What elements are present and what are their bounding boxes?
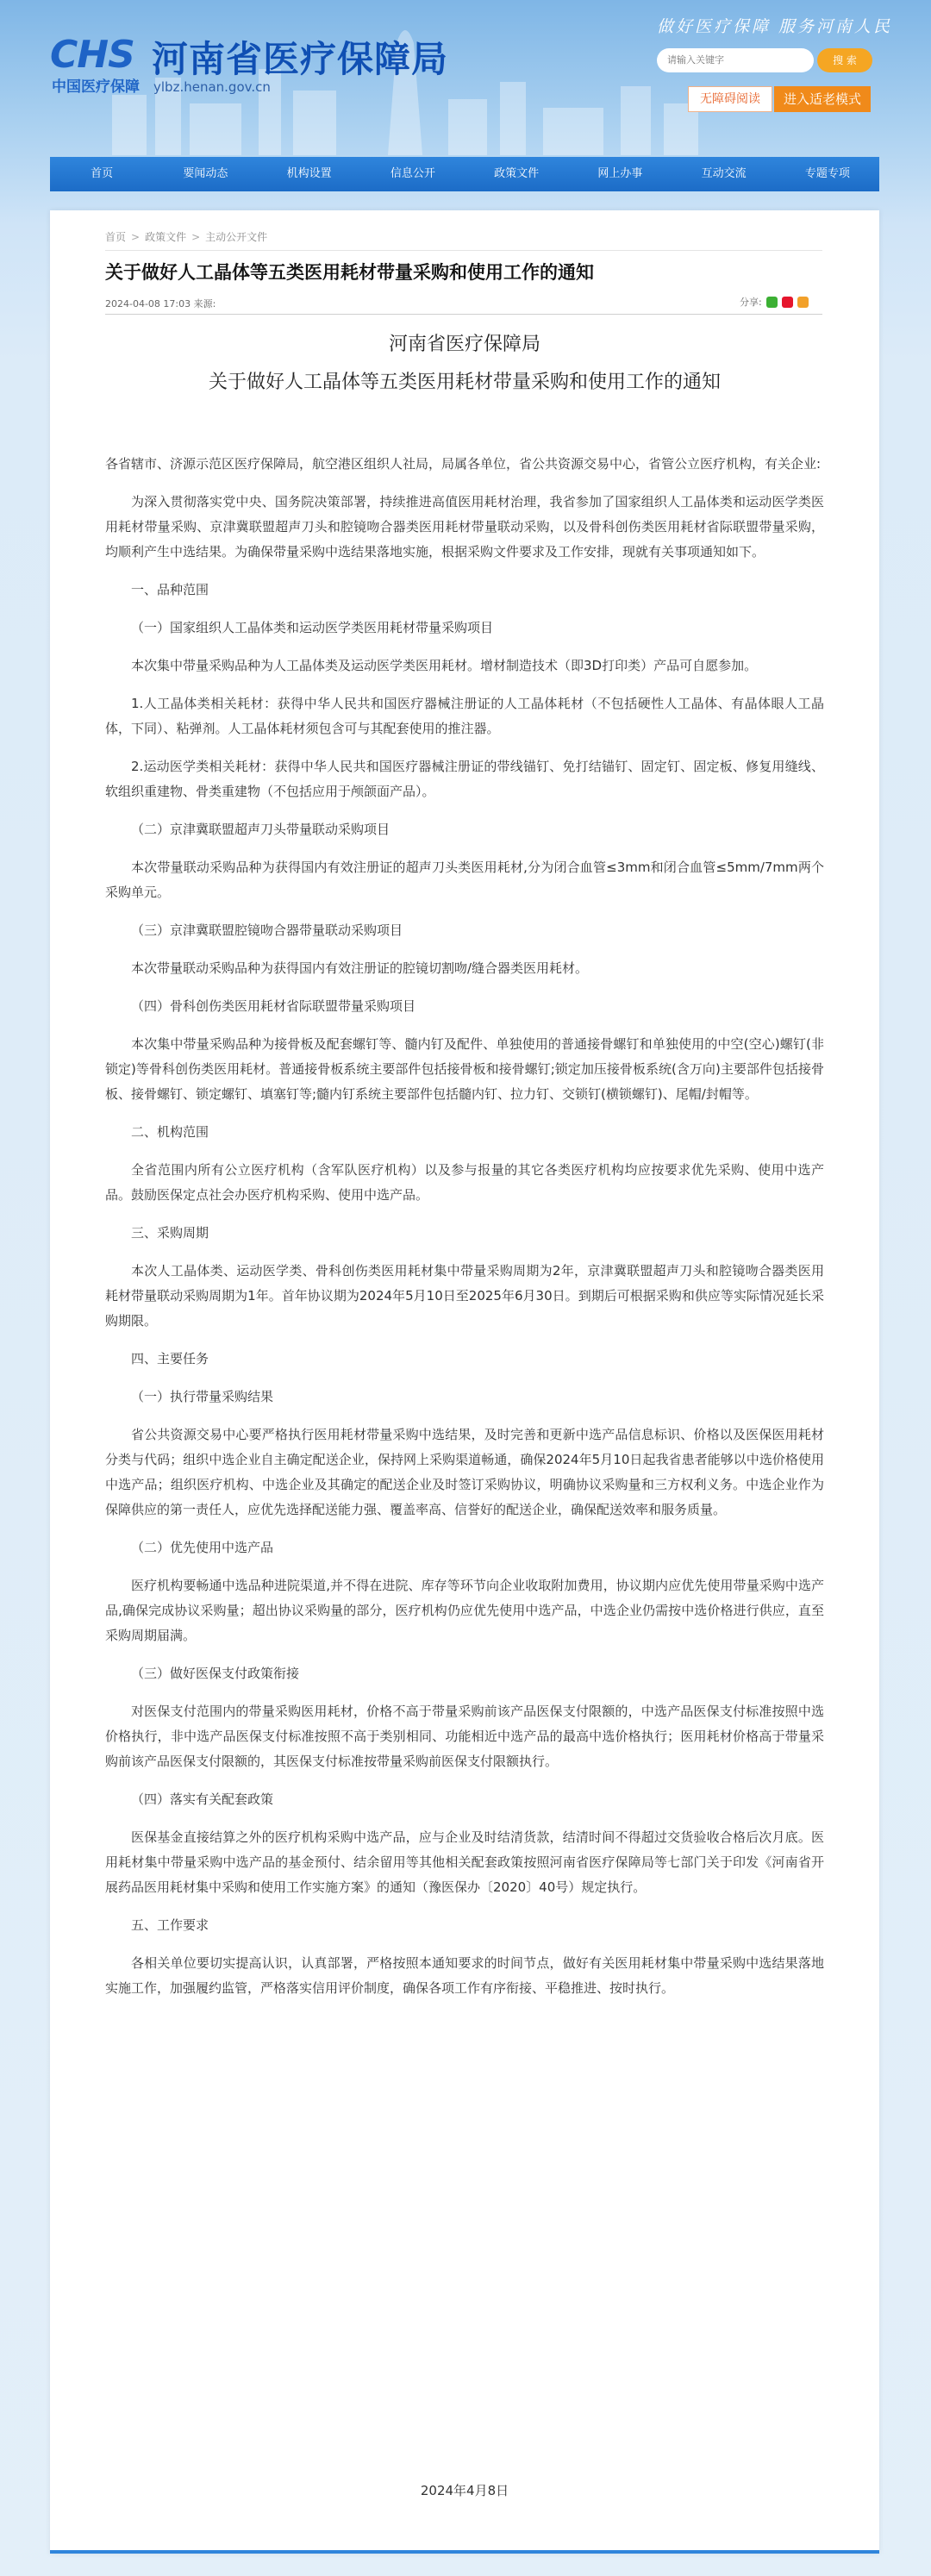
paragraph: 全省范围内所有公立医疗机构（含军队医疗机构）以及参与报量的其它各类医疗机构均应按要求优先采购、使用中选产品。鼓励医保定点社会办医疗机构采购、使用中选产品。 <box>105 1162 824 1203</box>
paragraph: 本次集中带量采购品种为接骨板及配套螺钉等、髓内钉及配件、单独使用的普通接骨螺钉和单独使用的中空(空心)螺钉(非锁定)等骨科创伤类医用耗材。普通接骨板系统主要部件包括接骨板和接骨螺钉;锁定加压接骨板系统(含万向)主要部件包括接骨板、接骨螺钉、锁定螺钉、填塞钉等;髓内钉系统主要部件包括髓内钉、拉力钉、交锁钉(横锁螺钉)、尾帽/封帽等。 <box>105 1036 824 1102</box>
share-label: 分享: <box>740 297 762 308</box>
wechat-share-icon[interactable] <box>766 297 778 308</box>
nav-item-online-service[interactable]: 网上办事 <box>597 167 643 180</box>
weibo-share-icon[interactable] <box>782 297 793 308</box>
breadcrumb-home[interactable]: 首页 <box>105 231 127 243</box>
site-header <box>0 0 931 155</box>
search-button[interactable]: 搜 索 <box>817 48 872 72</box>
paragraph: 对医保支付范围内的带量采购医用耗材，价格不高于带量采购前该产品医保支付限额的，中选产品医保支付标准按照中选价格执行，非中选产品医保支付标准按照不高于类别相同、功能相近中选产品的最高中选价格执行；医用耗材价格高于带量采购前该产品医保支付限额的，其医保支付标准按带量采购前医保支付限额执行。 <box>105 1704 824 1769</box>
slogan: 做好医疗保障 服务河南人民 <box>657 17 893 36</box>
breadcrumb <box>105 229 267 244</box>
paragraph: 本次集中带量采购品种为人工晶体类及运动医学类医用耗材。增材制造技术（即3D打印类）产品可自愿参加。 <box>131 658 758 673</box>
site-title[interactable]: 河南省医疗保障局 <box>152 38 449 80</box>
subsection-heading: （一）执行带量采购结果 <box>131 1389 274 1404</box>
paragraph: 各相关单位要切实提高认识，认真部署，严格按照本通知要求的时间节点，做好有关医用耗材集中带量采购中选结果落地实施工作，加强履约监管，严格落实信用评价制度，确保各项工作有序衔接、平稳推进、按时执行。 <box>105 1955 824 1996</box>
breadcrumb-separator-icon: > <box>131 230 141 243</box>
paragraph: 本次带量联动采购品种为获得国内有效注册证的腔镜切割吻/缝合器类医用耗材。 <box>131 960 589 976</box>
accessible-reading-button[interactable]: 无障碍阅读 <box>688 86 772 112</box>
article-title: 关于做好人工晶体等五类医用耗材带量采购和使用工作的通知 <box>105 262 594 283</box>
subsection-heading: （二）优先使用中选产品 <box>131 1540 274 1555</box>
document-heading: 关于做好人工晶体等五类医用耗材带量采购和使用工作的通知 <box>208 372 721 393</box>
subsection-heading: （三）京津冀联盟腔镜吻合器带量联动采购项目 <box>131 922 403 938</box>
paragraph: 2.运动医学类相关耗材：获得中华人民共和国医疗器械注册证的带线锚钉、免打结锚钉、固定钉、固定板、修复用缝线、软组织重建物、骨类重建物（不包括应用于颅颌面产品）。 <box>105 759 824 799</box>
breadcrumb-separator-icon: > <box>191 230 201 243</box>
section-heading: 五、工作要求 <box>131 1917 209 1933</box>
subsection-heading: （三）做好医保支付政策衔接 <box>131 1666 300 1681</box>
article-body <box>105 452 824 2014</box>
paragraph: 省公共资源交易中心要严格执行医用耗材带量采购中选结果，及时完善和更新中选产品信息标识、价格以及医保医用耗材分类与代码；组织中选企业自主确定配送企业，保持网上采购渠道畅通，确保2024年5月10日起我省患者能够以中选价格使用中选产品；组织医疗机构、中选企业及其确定的配送企业及时签订采购协议，明确协议采购量和三方权利义务。中选企业作为保障供应的第一责任人，应优先选择配送能力强、覆盖率高、信誉好的配送企业，确保配送效率和服务质量。 <box>105 1427 824 1517</box>
paragraph: 1.人工晶体类相关耗材：获得中华人民共和国医疗器械注册证的人工晶体耗材（不包括硬性人工晶体、有晶体眼人工晶体，下同）、粘弹剂。人工晶体耗材须包含可与其配套使用的推注器。 <box>105 696 824 736</box>
paragraph: 本次带量联动采购品种为获得国内有效注册证的超声刀头类医用耗材,分为闭合血管≤3mm和闭合血管≤5mm/7mm两个采购单元。 <box>105 860 824 900</box>
divider <box>105 250 822 251</box>
qzone-share-icon[interactable] <box>797 297 809 308</box>
nav-item-news[interactable]: 要闻动态 <box>183 167 228 180</box>
breadcrumb-public-files[interactable]: 主动公开文件 <box>205 231 268 243</box>
card-bottom-border <box>50 2550 879 2554</box>
document-issuer: 河南省医疗保障局 <box>388 334 540 355</box>
section-heading: 四、主要任务 <box>131 1351 209 1366</box>
breadcrumb-policy[interactable]: 政策文件 <box>145 231 187 243</box>
paragraph: 为深入贯彻落实党中央、国务院决策部署，持续推进高值医用耗材治理，我省参加了国家组织人工晶体类和运动医学类医用耗材带量采购、京津冀联盟超声刀头和腔镜吻合器类医用耗材带量联动采购，以及骨科创伤类医用耗材省际联盟带量采购，均顺利产生中选结果。为确保带量采购中选结果落地实施，根据采购文件要求及工作安排，现就有关事项通知如下。 <box>105 494 824 560</box>
document-date: 2024年4月8日 <box>420 2483 509 2498</box>
share-bar <box>740 295 809 309</box>
article-meta: 2024-04-08 17:03 来源: <box>105 298 216 309</box>
main-nav <box>50 157 879 191</box>
subsection-heading: （四）骨科创伤类医用耗材省际联盟带量采购项目 <box>131 998 416 1014</box>
nav-item-policy[interactable]: 政策文件 <box>494 167 540 180</box>
section-heading: 二、机构范围 <box>131 1124 209 1140</box>
section-heading: 三、采购周期 <box>131 1225 209 1241</box>
paragraph: 本次人工晶体类、运动医学类、骨科创伤类医用耗材集中带量采购周期为2年，京津冀联盟超声刀头和腔镜吻合器类医用耗材带量联动采购周期为1年。首年协议期为2024年5月10日至2025年6月30日。到期后可根据采购和供应等实际情况延长采购期限。 <box>105 1263 824 1329</box>
subsection-heading: （四）落实有关配套政策 <box>131 1791 274 1807</box>
nav-item-topics[interactable]: 专题专项 <box>804 167 850 180</box>
article-card <box>50 210 879 2554</box>
subsection-heading: （一）国家组织人工晶体类和运动医学类医用耗材带量采购项目 <box>131 620 494 635</box>
search-input[interactable] <box>657 48 814 72</box>
subsection-heading: （二）京津冀联盟超声刀头带量联动采购项目 <box>131 822 391 837</box>
paragraph: 医保基金直接结算之外的医疗机构采购中选产品，应与企业及时结清货款，结清时间不得超过交货验收合格后次月底。医用耗材集中带量采购中选产品的基金预付、结余留用等其他相关配套政策按照河南省医疗保障局等七部门关于印发《河南省开展药品医用耗材集中采购和使用工作实施方案》的通知（豫医保办〔2020〕40号）规定执行。 <box>105 1829 824 1895</box>
site-url: ylbz.henan.gov.cn <box>153 79 271 95</box>
nav-item-home[interactable]: 首页 <box>91 167 114 180</box>
elder-mode-button[interactable]: 进入适老模式 <box>774 86 871 112</box>
nav-item-interaction[interactable]: 互动交流 <box>701 167 747 180</box>
nav-item-organization[interactable]: 机构设置 <box>286 167 332 180</box>
nav-item-info-disclosure[interactable]: 信息公开 <box>390 167 435 180</box>
paragraph: 医疗机构要畅通中选品种进院渠道,并不得在进院、库存等环节向企业收取附加费用，协议期内应优先使用带量采购中选产品,确保完成协议采购量；超出协议采购量的部分，医疗机构仍应优先使用中选产品，中选企业仍需按中选价格进行供应，直至采购周期届满。 <box>105 1578 824 1643</box>
logo-subtitle: 中国医疗保障 <box>52 78 140 96</box>
paragraph: 各省辖市、济源示范区医疗保障局，航空港区组织人社局，局属各单位，省公共资源交易中心，省管公立医疗机构，有关企业: <box>105 456 822 472</box>
logo-mark: CHS <box>50 33 134 77</box>
section-heading: 一、品种范围 <box>131 582 209 597</box>
divider <box>105 314 822 315</box>
